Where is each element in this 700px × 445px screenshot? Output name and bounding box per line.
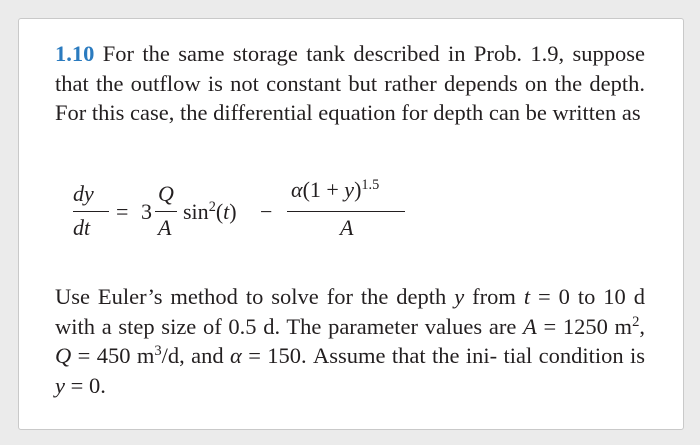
problem-statement: [55, 39, 645, 128]
dy-numerator: dy: [73, 181, 94, 206]
fraction-bar-alpha: [287, 211, 405, 212]
fraction-bar-lhs: [73, 211, 109, 212]
sine-squared-term: $\sin^2(t)$: [183, 199, 237, 224]
q-numerator: Q: [158, 181, 174, 206]
intro-text: For the same storage tank described in Prob. 1.9, suppose that the outflow is not constant but rather depends on the depth. For this case, the differential equation for depth can be written as: [55, 41, 645, 125]
fraction-bar-q: [155, 211, 177, 212]
equals-sign: =: [116, 199, 129, 224]
dt-denominator: dt: [73, 215, 91, 240]
instructions-text: Use Euler’s method to solve for the depth y from t = 0 to 10 d with a step size of 0.5 d. The parameter values are A = 1250 $m^2$, Q = 450 $m^3/d$, and α = 150. Assume that the ini- tial condition is y = 0.: [55, 284, 645, 398]
problem-number: 1.10: [55, 41, 95, 66]
minus-sign: −: [260, 199, 273, 224]
problem-card: [18, 18, 684, 430]
coefficient: 3: [141, 199, 152, 224]
a-denominator-1: A: [158, 215, 172, 240]
a-denominator-2: A: [340, 215, 354, 240]
alpha-numerator: $\alpha(1 + y)^{1.5}$: [291, 177, 380, 202]
